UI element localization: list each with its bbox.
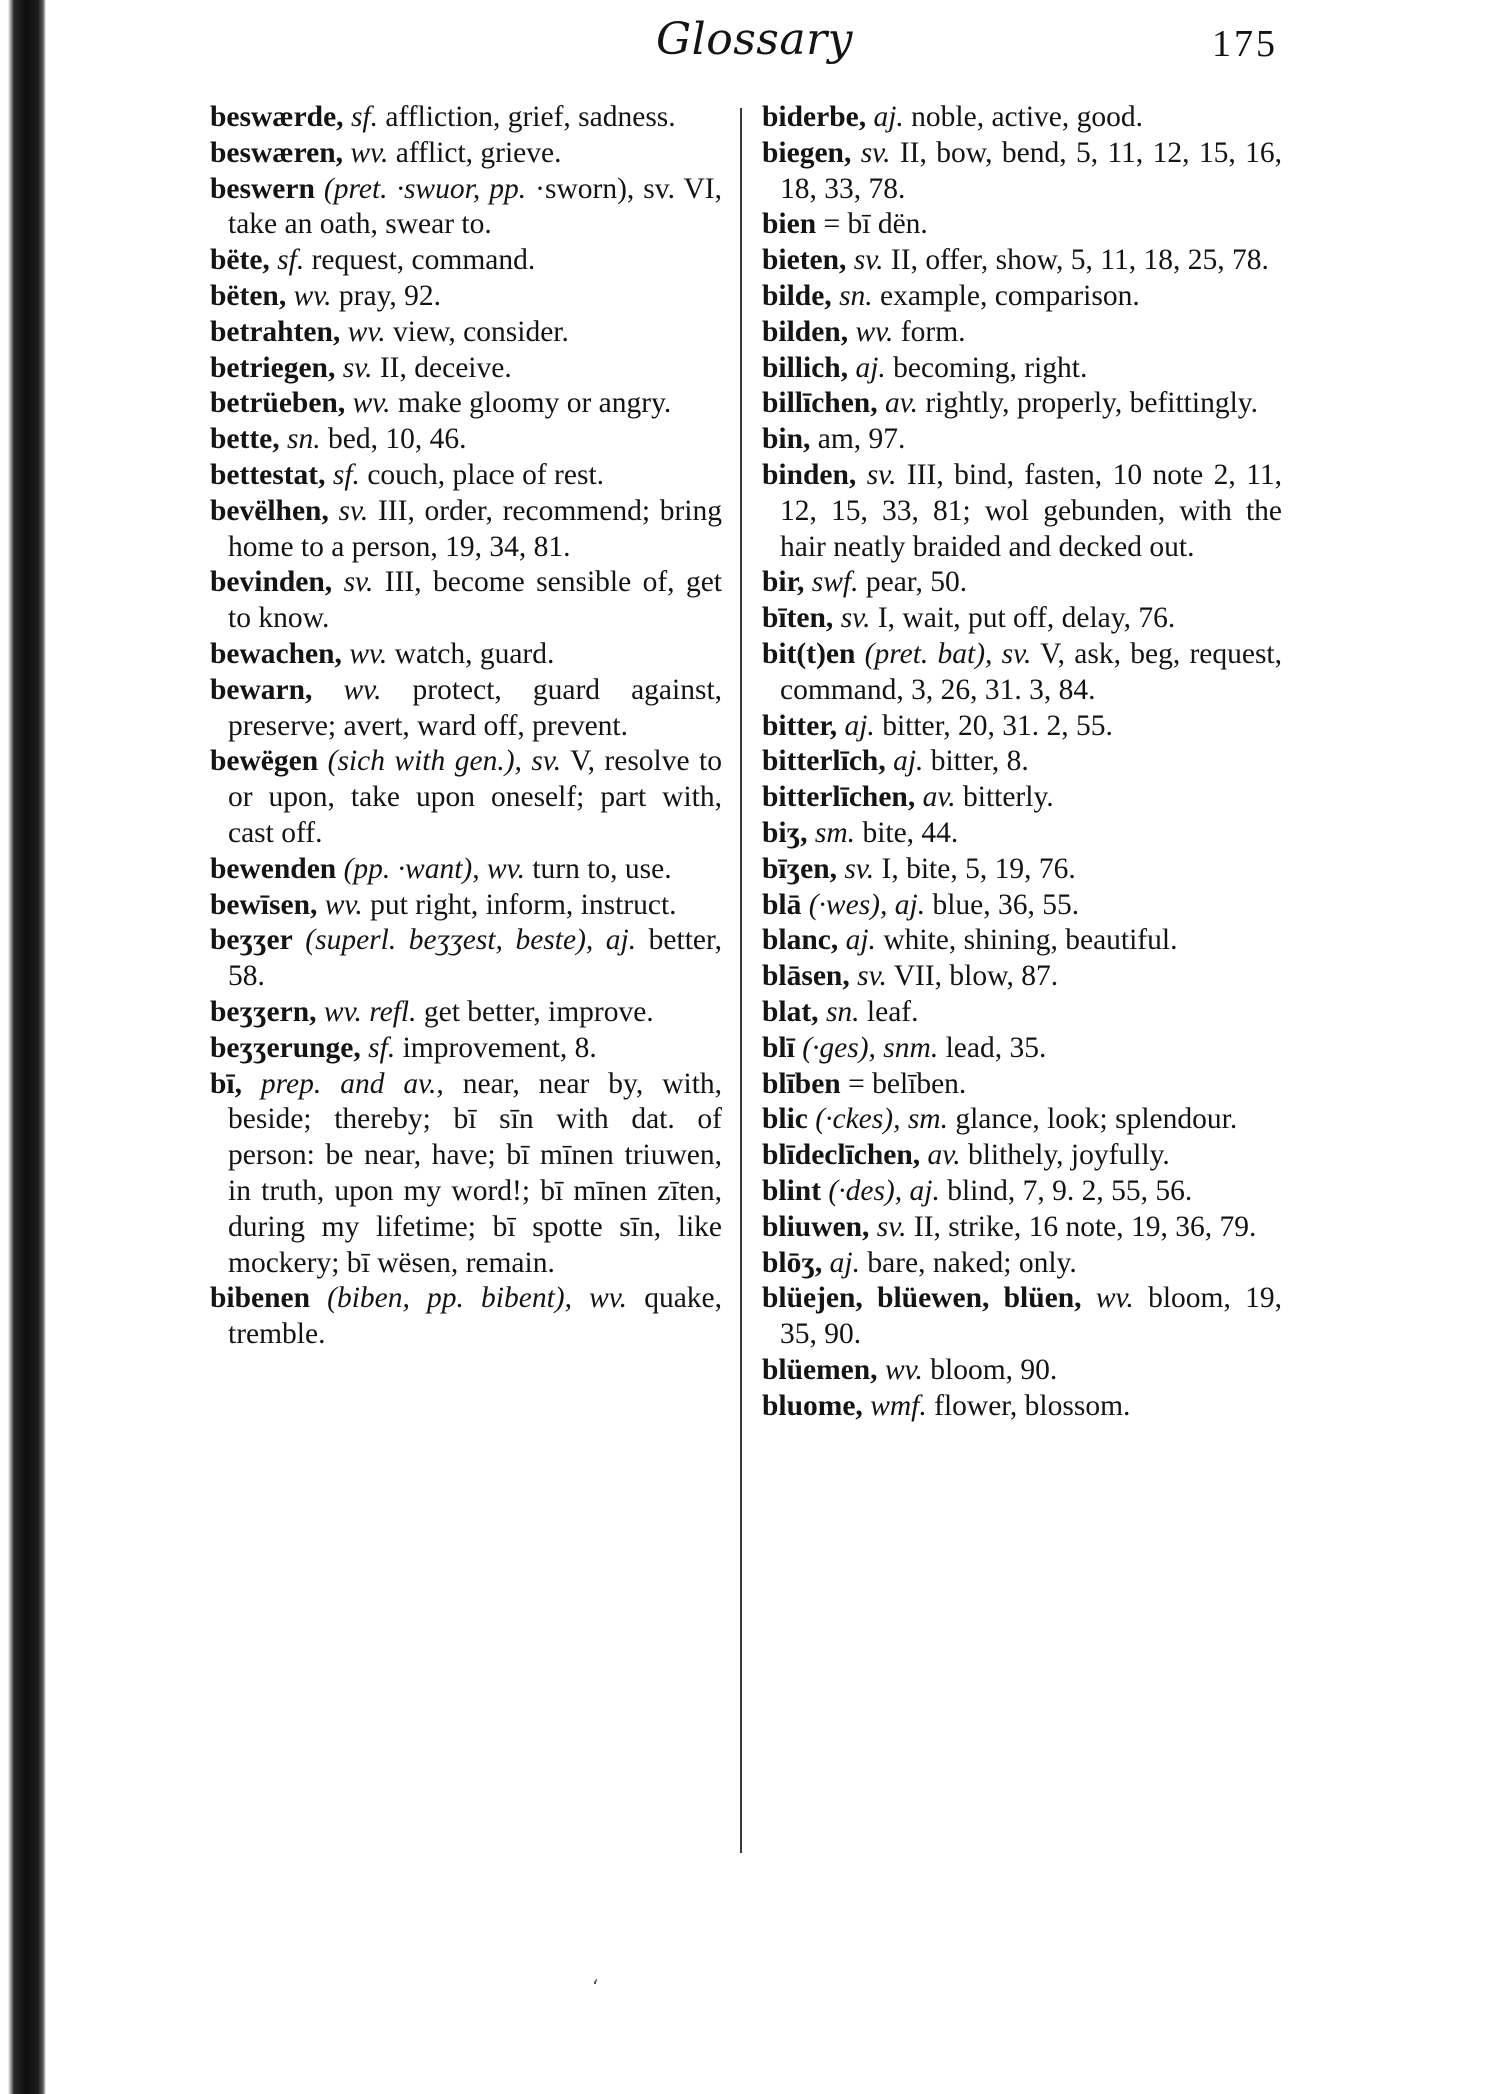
glossary-entry: [762, 1067, 1282, 1103]
entry-grammar: (biben, pp. bibent), wv.: [327, 1282, 628, 1315]
glossary-entry: [210, 100, 722, 136]
entry-grammar: wv.: [343, 673, 382, 706]
entry-definition: form.: [900, 315, 966, 348]
glossary-entry: [762, 458, 1282, 565]
entry-definition: affliction, grief, sadness.: [385, 101, 676, 133]
entry-grammar: sm.: [814, 816, 856, 849]
glossary-entry: [210, 315, 722, 351]
entry-headword: blat,: [762, 995, 819, 1028]
entry-headword: beswærde,: [210, 101, 344, 133]
page-number: 175: [1212, 23, 1278, 65]
entry-grammar: (·ckes), sm.: [815, 1103, 948, 1136]
glossary-entry: [210, 1281, 722, 1353]
glossary-entry: [762, 816, 1282, 852]
entry-definition: VII, blow, 87.: [893, 960, 1059, 993]
glossary-entry: [762, 1353, 1282, 1389]
glossary-entry: [210, 995, 722, 1031]
entry-grammar: (sich with gen.), sv.: [327, 745, 562, 778]
entry-headword: bilde,: [762, 279, 832, 312]
entry-definition: II, deceive.: [379, 351, 512, 384]
entry-grammar: sv.: [860, 136, 891, 169]
entry-grammar: aj.: [893, 745, 924, 778]
entry-definition: watch, guard.: [394, 637, 555, 670]
entry-grammar: aj.: [855, 351, 886, 384]
entry-headword: billīchen,: [762, 387, 878, 420]
entry-grammar: wv.: [884, 1353, 923, 1386]
glossary-entry: [762, 351, 1282, 387]
entry-definition: am, 97.: [817, 423, 906, 456]
entry-grammar: prep. and av.,: [260, 1067, 444, 1100]
glossary-entry: [210, 744, 722, 851]
glossary-entry: [210, 494, 722, 566]
entry-headword: bien: [762, 208, 817, 241]
entry-headword: bewīsen,: [210, 888, 318, 921]
entry-headword: blic: [762, 1103, 808, 1136]
entry-definition: leaf.: [866, 995, 919, 1028]
entry-grammar: wv.: [350, 136, 389, 169]
glossary-entry: [210, 172, 722, 244]
entry-definition: afflict, grieve.: [395, 136, 562, 169]
entry-grammar: (·ges), snm.: [802, 1031, 939, 1064]
entry-definition: quake, tremble.: [228, 1282, 723, 1351]
entry-headword: blā: [762, 888, 802, 921]
glossary-entry: [210, 279, 722, 315]
glossary-entry: [210, 1067, 722, 1282]
entry-grammar: sf.: [277, 244, 305, 277]
glossary-entry: [210, 888, 722, 924]
entry-headword: billich,: [762, 351, 849, 384]
entry-definition: example, comparison.: [880, 279, 1140, 312]
entry-definition: couch, place of rest.: [367, 458, 605, 491]
entry-definition: make gloomy or angry.: [397, 387, 672, 420]
entry-grammar: (pret. ·swuor, pp.: [323, 172, 527, 205]
entry-grammar: wv.: [293, 279, 332, 312]
glossary-entry: [762, 279, 1282, 315]
glossary-entry: [762, 1102, 1282, 1138]
glossary-entry: [210, 243, 722, 279]
entry-grammar: sn.: [287, 423, 321, 456]
glossary-column-left: [210, 100, 722, 1353]
entry-definition: bloom, 90.: [930, 1353, 1058, 1386]
glossary-entry: [762, 923, 1282, 959]
entry-definition: V, resolve to or upon, take upon oneself; part with, cast off.: [228, 745, 723, 849]
entry-headword: bëten,: [210, 279, 287, 312]
entry-definition: I, bite, 5, 19, 76.: [881, 852, 1076, 885]
entry-headword: bitterlīch,: [762, 745, 886, 778]
entry-headword: bewenden: [210, 852, 337, 885]
glossary-entry: [210, 637, 722, 673]
glossary-entry: [210, 351, 722, 387]
entry-definition: view, consider.: [393, 315, 569, 348]
entry-grammar: swf.: [811, 566, 859, 599]
entry-definition: II, bow, bend, 5, 11, 12, 15, 16, 18, 33, 78.: [780, 136, 1282, 205]
glossary-entry: [762, 1389, 1282, 1425]
entry-headword: bëte,: [210, 244, 270, 277]
entry-grammar: (·wes), aj.: [808, 888, 926, 921]
entry-headword: beʒʒerunge,: [210, 1031, 361, 1064]
entry-definition: bitterly.: [963, 781, 1054, 814]
glossary-entry: [762, 243, 1282, 279]
entry-headword: bevinden,: [210, 566, 333, 599]
entry-headword: beʒʒern,: [210, 995, 317, 1028]
entry-headword: beswæren,: [210, 136, 344, 169]
entry-definition: protect, guard against, preserve; avert, ward off, prevent.: [228, 673, 723, 742]
entry-grammar: wmf.: [870, 1389, 927, 1422]
entry-grammar: sv.: [342, 351, 373, 384]
entry-definition: bitter, 8.: [930, 745, 1029, 778]
glossary-entry: [762, 852, 1282, 888]
entry-grammar: sv.: [343, 566, 374, 599]
entry-headword: blāsen,: [762, 960, 850, 993]
entry-definition: better, 58.: [228, 924, 723, 993]
entry-headword: bir,: [762, 566, 805, 599]
glossary-entry: [762, 386, 1282, 422]
entry-definition: becoming, right.: [893, 351, 1088, 384]
glossary-entry: [762, 780, 1282, 816]
glossary-entry: [762, 1210, 1282, 1246]
entry-headword: betrüeben,: [210, 387, 346, 420]
entry-headword: blīben: [762, 1067, 841, 1100]
entry-grammar: sv.: [876, 1210, 907, 1243]
glossary-entry: [762, 100, 1282, 136]
entry-headword: bettestat,: [210, 458, 326, 491]
glossary-entry: [210, 422, 722, 458]
entry-headword: biʒ,: [762, 816, 808, 849]
glossary-entry: [762, 565, 1282, 601]
glossary-column-right: [762, 100, 1282, 1424]
entry-definition: request, command.: [311, 244, 536, 277]
entry-definition: II, offer, show, 5, 11, 18, 25, 78.: [890, 244, 1269, 277]
entry-definition: get better, improve.: [423, 995, 654, 1028]
entry-grammar: av.: [922, 781, 956, 814]
entry-headword: blanc,: [762, 924, 839, 957]
glossary-entry: [762, 136, 1282, 208]
entry-grammar: sv.: [853, 244, 884, 277]
entry-grammar: sn.: [839, 279, 873, 312]
entry-definition: III, become sensible of, get to know.: [228, 566, 723, 635]
entry-definition: near, near by, with, beside; thereby; bī sīn with dat. of person: be near, have; bī mīnen triuwen, in truth, upon my word!; bī mīnen zīten, during my lifetime; bī spotte sīn, like mockery; bī wësen, remain.: [228, 1067, 723, 1279]
entry-grammar: sf.: [368, 1031, 396, 1064]
entry-definition: improvement, 8.: [402, 1031, 597, 1064]
page-header: [0, 14, 1491, 74]
entry-definition: = bī dën.: [823, 208, 928, 241]
entry-headword: bette,: [210, 423, 280, 456]
entry-headword: beswern: [210, 172, 315, 205]
entry-headword: bin,: [762, 423, 811, 456]
entry-headword: bewachen,: [210, 637, 342, 670]
glossary-entry: [762, 315, 1282, 351]
glossary-entry: [762, 709, 1282, 745]
entry-grammar: sv.: [866, 458, 897, 491]
entry-headword: blüejen, blüewen, blüen,: [762, 1282, 1082, 1315]
entry-definition: pray, 92.: [338, 279, 442, 312]
entry-grammar: sf.: [332, 458, 360, 491]
entry-grammar: wv.: [1095, 1282, 1134, 1315]
entry-grammar: sv.: [840, 602, 871, 635]
entry-grammar: (superl. beʒʒest, beste), aj.: [305, 924, 637, 957]
entry-definition: noble, active, good.: [911, 101, 1143, 133]
entry-definition: pear, 50.: [865, 566, 968, 599]
entry-definition: flower, blossom.: [934, 1389, 1131, 1422]
glossary-entry: [762, 637, 1282, 709]
glossary-entry: [210, 458, 722, 494]
entry-headword: bevëlhen,: [210, 494, 329, 527]
entry-headword: blint: [762, 1174, 822, 1207]
scan-binding-edge: [0, 0, 46, 2094]
entry-headword: bitterlīchen,: [762, 781, 916, 814]
entry-grammar: wv.: [855, 315, 894, 348]
entry-definition: blue, 36, 55.: [932, 888, 1080, 921]
entry-grammar: wv.: [347, 315, 386, 348]
entry-grammar: aj.: [873, 101, 904, 133]
entry-grammar: wv.: [352, 387, 391, 420]
entry-grammar: aj.: [845, 924, 876, 957]
entry-grammar: sv.: [844, 852, 875, 885]
entry-headword: blī: [762, 1031, 795, 1064]
glossary-entry: [210, 923, 722, 995]
entry-definition: turn to, use.: [532, 852, 672, 885]
entry-definition: bloom, 19, 35, 90.: [780, 1282, 1282, 1351]
entry-headword: bitter,: [762, 709, 838, 742]
entry-headword: betrahten,: [210, 315, 341, 348]
entry-grammar: av.: [884, 387, 918, 420]
entry-definition: bitter, 20, 31. 2, 55.: [882, 709, 1113, 742]
entry-headword: bibenen: [210, 1282, 311, 1315]
entry-definition: lead, 35.: [945, 1031, 1047, 1064]
glossary-entry: [762, 1246, 1282, 1282]
glossary-entry: [762, 601, 1282, 637]
entry-grammar: wv.: [324, 888, 363, 921]
glossary-entry: [762, 207, 1282, 243]
entry-headword: blüemen,: [762, 1353, 878, 1386]
entry-headword: beʒʒer: [210, 924, 293, 957]
entry-definition: II, strike, 16 note, 19, 36, 79.: [913, 1210, 1257, 1243]
entry-definition: III, order, recommend; bring home to a person, 19, 34, 81.: [228, 494, 723, 563]
glossary-entry: [210, 673, 722, 745]
glossary-entry: [762, 1031, 1282, 1067]
glossary-entry: [762, 422, 1282, 458]
entry-headword: bit(t)en: [762, 637, 856, 670]
entry-headword: binden,: [762, 458, 857, 491]
entry-definition: rightly, properly, befittingly.: [925, 387, 1258, 420]
entry-definition: bare, naked; only.: [867, 1246, 1077, 1279]
column-divider: [740, 108, 742, 1853]
entry-headword: bewëgen: [210, 745, 319, 778]
glossary-entry: [210, 565, 722, 637]
entry-headword: bīʒen,: [762, 852, 838, 885]
entry-grammar: wv. refl.: [323, 995, 417, 1028]
entry-grammar: wv.: [349, 637, 388, 670]
glossary-entry: [762, 744, 1282, 780]
entry-grammar: av.: [927, 1139, 961, 1172]
entry-grammar: aj.: [829, 1246, 860, 1279]
entry-definition: III, bind, fasten, 10 note 2, 11, 12, 15, 33, 81; wol gebunden, with the hair neatly braided and decked out.: [780, 458, 1282, 563]
entry-grammar: aj.: [844, 709, 875, 742]
entry-grammar: sn.: [825, 995, 860, 1028]
glossary-entry: [762, 995, 1282, 1031]
entry-definition: I, wait, put off, delay, 76.: [877, 602, 1176, 635]
stray-mark: ʻ: [592, 1975, 599, 1999]
entry-headword: betriegen,: [210, 351, 336, 384]
entry-headword: blōʒ,: [762, 1246, 823, 1279]
glossary-entry: [762, 1281, 1282, 1353]
entry-grammar: sv.: [857, 960, 887, 993]
running-title: Glossary: [656, 14, 853, 65]
entry-headword: bewarn,: [210, 673, 313, 706]
entry-grammar: (pret. bat), sv.: [864, 637, 1032, 670]
glossary-entry: [210, 852, 722, 888]
entry-headword: biegen,: [762, 136, 852, 169]
entry-definition: blithely, joyfully.: [967, 1139, 1170, 1172]
glossary-entry: [210, 386, 722, 422]
entry-definition: put right, inform, instruct.: [370, 888, 677, 921]
entry-headword: bī,: [210, 1067, 242, 1100]
glossary-entry: [210, 136, 722, 172]
entry-headword: bilden,: [762, 315, 849, 348]
entry-definition: blind, 7, 9. 2, 55, 56.: [947, 1174, 1193, 1207]
entry-headword: bīten,: [762, 602, 834, 635]
entry-definition: = belīben.: [848, 1067, 967, 1100]
entry-definition: ·sworn), sv. VI, take an oath, swear to.: [228, 172, 722, 241]
entry-definition: white, shining, beautiful.: [883, 924, 1178, 957]
entry-definition: V, ask, beg, request, command, 3, 26, 31. 3, 84.: [780, 637, 1283, 706]
glossary-entry: [762, 1138, 1282, 1174]
entry-headword: biderbe,: [762, 101, 867, 133]
entry-headword: bliuwen,: [762, 1210, 870, 1243]
entry-definition: bed, 10, 46.: [327, 423, 467, 456]
glossary-entry: [762, 1174, 1282, 1210]
entry-grammar: sf.: [350, 101, 378, 133]
entry-grammar: (·des), aj.: [828, 1174, 940, 1207]
entry-headword: bluome,: [762, 1389, 863, 1422]
glossary-entry: [762, 959, 1282, 995]
entry-headword: bieten,: [762, 244, 847, 277]
entry-definition: bite, 44.: [862, 816, 959, 849]
entry-headword: blīdeclīchen,: [762, 1139, 921, 1172]
entry-definition: glance, look; splendour.: [955, 1103, 1238, 1136]
entry-grammar: (pp. ·want), wv.: [343, 852, 525, 885]
glossary-entry: [210, 1031, 722, 1067]
glossary-entry: [762, 888, 1282, 924]
entry-grammar: sv.: [338, 494, 369, 527]
